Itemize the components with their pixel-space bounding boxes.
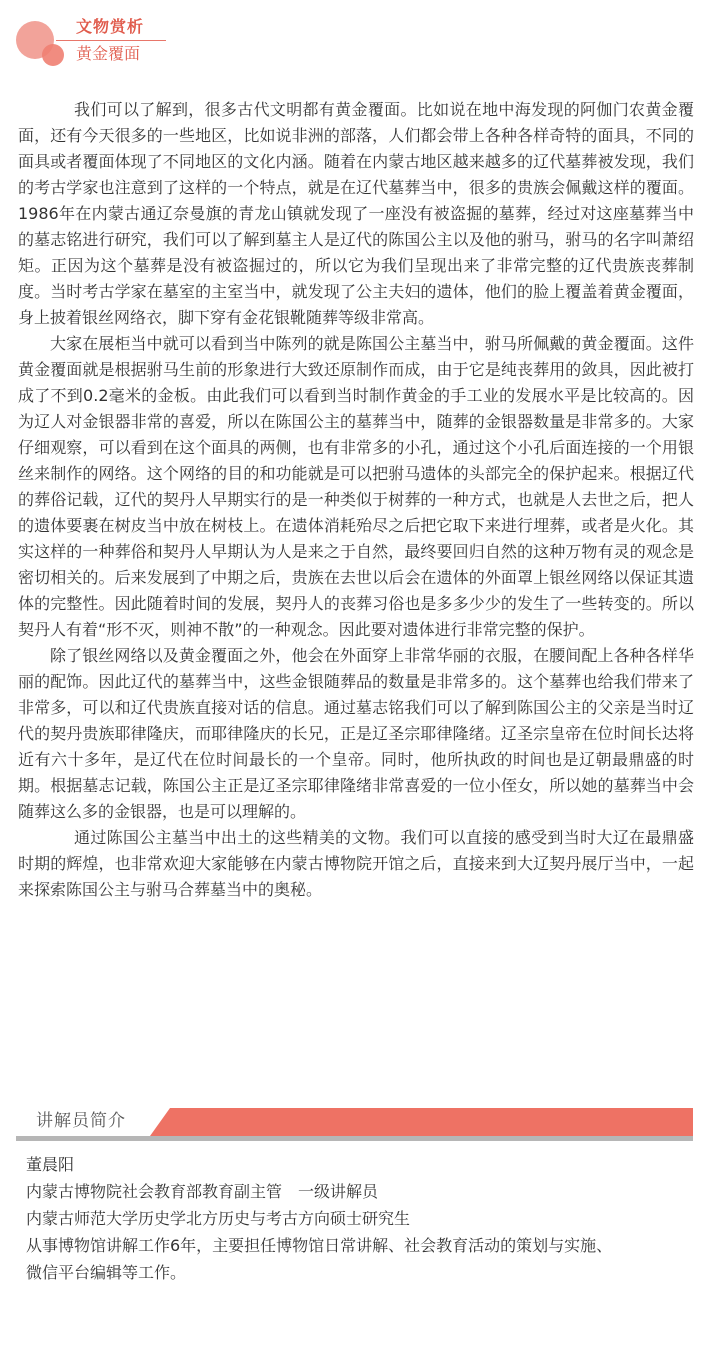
bio-body [26,1151,694,1286]
article-paragraph-3: 除了银丝网络以及黄金覆面之外，他会在外面穿上非常华丽的衣服，在腰间配上各种各样华丽的配饰。因此辽代的墓葬当中，这些金银随葬品的数量是非常多的。这个墓葬也给我们带来了非常多，可以和辽代贵族直接对话的信息。通过墓志铭我们可以了解到陈国公主的父亲是当时辽代的契丹贵族耶律隆庆，而耶律隆庆的长兄，正是辽圣宗耶律隆绪。辽圣宗皇帝在位时间长达将近有六十多年，是辽代在位时间最长的一个皇帝。同时，他所执政的时间也是辽朝最鼎盛的时期。根据墓志记载，陈国公主正是辽圣宗耶律隆绪非常喜爱的一位小侄女，所以她的墓葬当中会随葬这么多的金银器，也是可以理解的。 [18,646,694,821]
bio-divider [16,1136,693,1141]
bio-name: 董晨阳 [26,1155,75,1174]
decorative-circle-small [42,44,64,66]
bio-heading: 讲解员简介 [36,1111,126,1131]
article-paragraph-1: 我们可以了解到，很多古代文明都有黄金覆面。比如说在地中海发现的阿伽门农黄金覆面，还有今天很多的一些地区，比如说非洲的部落，人们都会带上各种各样奇特的面具，不同的面具或者覆面体现了不同地区的文化内涵。随着在内蒙古地区越来越多的辽代墓葬被发现，我们的考古学家也注意到了这样的一个特点，就是在辽代墓葬当中，很多的贵族会佩戴这样的覆面。1986年在内蒙古通辽奈曼旗的青龙山镇就发现了一座没有被盗掘的墓葬，经过对这座墓葬当中的墓志铭进行研究，我们可以了解到墓主人是辽代的陈国公主以及他的驸马，驸马的名字叫萧绍矩。正因为这个墓葬是没有被盗掘过的，所以它为我们呈现出来了非常完整的辽代贵族丧葬制度。当时考古学家在墓室的主室当中，就发现了公主夫妇的遗体，他们的脸上覆盖着黄金覆面，身上披着银丝网络衣，脚下穿有金花银靴随葬等级非常高。 [18,100,694,327]
section-header [0,0,712,80]
bio-experience-line-2: 微信平台编辑等工作。 [26,1263,187,1282]
article-body [18,97,694,903]
bio-accent-bar [150,1108,693,1136]
article-paragraph-2: 大家在展柜当中就可以看到当中陈列的就是陈国公主墓当中，驸马所佩戴的黄金覆面。这件黄金覆面就是根据驸马生前的形象进行大致还原制作而成，由于它是纯丧葬用的敛具，因此被打成了不到0.2毫米的金板。由此我们可以看到当时制作黄金的手工业的发展水平是比较高的。因为辽人对金银器非常的喜爱，所以在陈国公主的墓葬当中，随葬的金银器数量是非常多的。大家仔细观察，可以看到在这个面具的两侧，也有非常多的小孔，通过这个小孔后面连接的一个用银丝来制作的网络。这个网络的目的和功能就是可以把驸马遗体的头部完全的保护起来。根据辽代的葬俗记载，辽代的契丹人早期实行的是一种类似于树葬的一种方式，也就是人去世之后，把人的遗体要裹在树皮当中放在树枝上。在遗体消耗殆尽之后把它取下来进行埋葬，或者是火化。其实这样的一种葬俗和契丹人早期认为人是来之于自然，最终要回归自然的这种万物有灵的观念是密切相关的。后来发展到了中期之后，贵族在去世以后会在遗体的外面罩上银丝网络以保证其遗体的完整性。因此随着时间的发展，契丹人的丧葬习俗也是多多少少的发生了一些转变的。所以契丹人有着“形不灭，则神不散”的一种观念。因此要对遗体进行非常完整的保护。 [18,334,694,639]
bio-section-header [16,1106,693,1138]
bio-position: 内蒙古博物院社会教育部教育副主管 一级讲解员 [26,1182,379,1201]
article-paragraph-4: 通过陈国公主墓当中出土的这些精美的文物。我们可以直接的感受到当时大辽在最鼎盛时期的辉煌，也非常欢迎大家能够在内蒙古博物院开馆之后，直接来到大辽契丹展厅当中，一起来探索陈国公主与驸马合葬墓当中的奥秘。 [18,828,694,899]
section-kicker: 文物赏析 [76,17,145,36]
header-divider [56,40,166,41]
article-title: 黄金覆面 [76,44,141,63]
bio-education: 内蒙古师范大学历史学北方历史与考古方向硕士研究生 [26,1209,411,1228]
bio-experience-line-1: 从事博物馆讲解工作6年，主要担任博物馆日常讲解、社会教育活动的策划与实施、 [26,1236,613,1255]
